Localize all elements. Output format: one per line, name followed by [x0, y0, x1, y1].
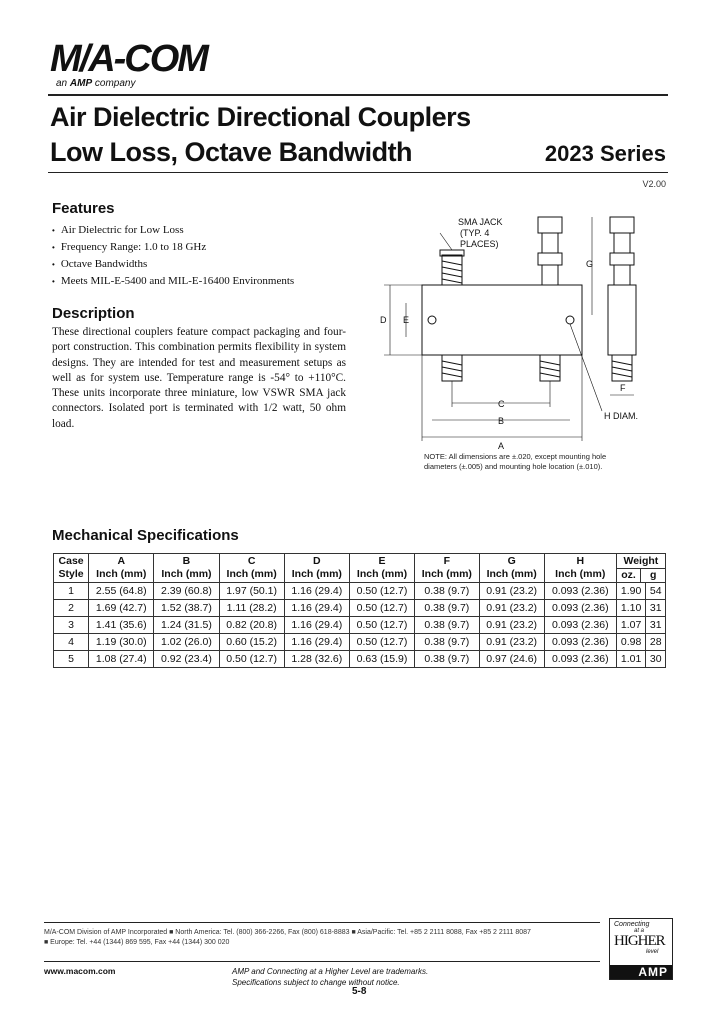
feature-item: • Meets MIL-E-5400 and MIL-E-16400 Environments — [52, 273, 294, 290]
dim-c-label: C — [498, 399, 505, 409]
col-d: D Inch (mm) — [284, 554, 349, 583]
table-cell: 2.55 (64.8) — [89, 583, 154, 600]
table-cell: 2.39 (60.8) — [154, 583, 219, 600]
table-cell: 0.50 (12.7) — [349, 600, 414, 617]
col-a: A Inch (mm) — [89, 554, 154, 583]
mounting-hole-left — [428, 316, 436, 324]
table-cell: 0.63 (15.9) — [349, 651, 414, 668]
sma-jack-bottom-right — [540, 355, 560, 381]
table-cell: 0.50 (12.7) — [349, 617, 414, 634]
feature-item: • Air Dielectric for Low Loss — [52, 222, 294, 239]
table-row — [54, 600, 666, 617]
table-cell: 1.16 (29.4) — [284, 583, 349, 600]
legal-line2: Specifications subject to change without notice. — [232, 978, 400, 987]
macom-logo: M/A-COM — [50, 38, 207, 80]
dim-b-label: B — [498, 416, 505, 426]
badge-level: level — [646, 949, 659, 955]
footer-contacts-line1: M/A-COM Division of AMP Incorporated ■ North America: Tel. (800) 366-2266, Fax (800) 618-8883 ■ Asia/Pacific: Tel. +85 2 2111 8088, Fax +85 2 2111 8087 — [44, 929, 531, 936]
features-heading: Features — [52, 200, 115, 217]
mounting-hole-right — [566, 316, 574, 324]
dim-g-label: G — [586, 259, 594, 269]
sma-jack-top-right — [538, 217, 562, 285]
tagline-prefix: an — [56, 78, 70, 89]
table-cell: 1.16 (29.4) — [284, 634, 349, 651]
col-case: Case Style — [58, 555, 84, 580]
table-cell: 1.16 (29.4) — [284, 617, 349, 634]
table-cell: 0.50 (12.7) — [349, 583, 414, 600]
table-cell: 0.093 (2.36) — [544, 617, 616, 634]
page-title-line1: Air Dielectric Directional Couplers — [50, 102, 471, 132]
tagline-amp: AMP — [69, 78, 93, 89]
col-b: B Inch (mm) — [154, 554, 219, 583]
table-cell: 0.92 (23.4) — [154, 651, 219, 668]
badge-connecting: Connecting — [614, 921, 650, 928]
footer-rule-2 — [44, 961, 600, 962]
badge-at-a: at a — [634, 928, 645, 934]
table-cell: 0.093 (2.36) — [544, 583, 616, 600]
page-number: 5-8 — [352, 986, 367, 997]
description-text: These directional couplers feature compact packaging and four-port construction. This combination permits flexibility in system designs. They are intended for test and measurement setups as well as for system use. Temperature range is -54° to +110°C. These units incorporate three miniature, low VSWR SMA jack connectors. Isolated port is terminated with 1/2 watt, 50 ohm load. — [52, 326, 346, 430]
table-cell: 0.38 (9.7) — [415, 617, 479, 634]
dim-h-label: H DIAM. — [604, 411, 639, 421]
table-row — [54, 634, 666, 651]
legal-text — [232, 966, 428, 988]
table-cell: 1.10 — [616, 600, 646, 617]
mech-heading: Mechanical Specifications — [52, 527, 239, 544]
table-cell: 4 — [54, 634, 89, 651]
badge-higher: HIGHER — [614, 933, 665, 949]
legal-line1: AMP and Connecting at a Higher Level are trademarks. — [232, 967, 429, 976]
col-c: C Inch (mm) — [219, 554, 284, 583]
table-cell: 31 — [646, 617, 666, 634]
dim-d-label: D — [380, 315, 387, 325]
tagline-suffix: company — [92, 78, 136, 89]
table-cell: 5 — [54, 651, 89, 668]
description-heading: Description — [52, 305, 135, 322]
table-cell: 1.16 (29.4) — [284, 600, 349, 617]
table-cell: 1.01 — [616, 651, 646, 668]
table-cell: 1.97 (50.1) — [219, 583, 284, 600]
table-cell: 31 — [646, 600, 666, 617]
sma-jack-top-left — [440, 250, 464, 285]
table-cell: 0.82 (20.8) — [219, 617, 284, 634]
page-title-line2: Low Loss, Octave Bandwidth — [50, 137, 413, 167]
jack-label-line3: PLACES) — [460, 239, 499, 249]
table-cell: 0.093 (2.36) — [544, 634, 616, 651]
table-cell: 1.90 — [616, 583, 646, 600]
website-link[interactable]: www.macom.com — [44, 966, 116, 976]
table-cell: 30 — [646, 651, 666, 668]
side-view — [608, 217, 636, 381]
table-cell: 0.98 — [616, 634, 646, 651]
table-cell: 1.19 (30.0) — [89, 634, 154, 651]
col-e: E Inch (mm) — [349, 554, 414, 583]
col-weight: Weight oz. g — [616, 554, 665, 583]
table-cell: 0.38 (9.7) — [415, 600, 479, 617]
table-cell: 2 — [54, 600, 89, 617]
title-rule — [48, 172, 668, 173]
outline-drawing — [370, 205, 680, 450]
jack-label-line2: (TYP. 4 — [460, 228, 490, 238]
amp-badge — [609, 918, 673, 980]
features-list — [52, 222, 294, 290]
series-label: 2023 Series — [544, 141, 666, 166]
table-cell: 0.91 (23.2) — [479, 583, 544, 600]
table-cell: 0.50 (12.7) — [219, 651, 284, 668]
table-cell: 1.02 (26.0) — [154, 634, 219, 651]
table-cell: 1.11 (28.2) — [219, 600, 284, 617]
jack-label-line1: SMA JACK — [458, 217, 503, 227]
table-cell: 0.38 (9.7) — [415, 651, 479, 668]
table-cell: 1.52 (38.7) — [154, 600, 219, 617]
mech-spec-table — [53, 553, 666, 668]
col-g: G Inch (mm) — [479, 554, 544, 583]
coupler-body — [422, 285, 582, 355]
table-cell: 0.38 (9.7) — [415, 634, 479, 651]
table-cell: 1.07 — [616, 617, 646, 634]
table-cell: 28 — [646, 634, 666, 651]
table-cell: 0.60 (15.2) — [219, 634, 284, 651]
table-cell: 1.28 (32.6) — [284, 651, 349, 668]
table-cell: 54 — [646, 583, 666, 600]
table-cell: 0.97 (24.6) — [479, 651, 544, 668]
table-row — [54, 583, 666, 600]
table-cell: 3 — [54, 617, 89, 634]
table-cell: 1.24 (31.5) — [154, 617, 219, 634]
badge-amp-logo: AMP — [610, 965, 672, 979]
table-cell: 0.38 (9.7) — [415, 583, 479, 600]
sma-jack-bottom-left — [442, 355, 462, 381]
table-cell: 0.50 (12.7) — [349, 634, 414, 651]
table-cell: 0.91 (23.2) — [479, 634, 544, 651]
feature-item: • Frequency Range: 1.0 to 18 GHz — [52, 239, 294, 256]
header-rule — [48, 94, 668, 96]
table-cell: 0.91 (23.2) — [479, 600, 544, 617]
table-cell: 1 — [54, 583, 89, 600]
dim-a-label: A — [498, 441, 505, 450]
table-cell: 0.093 (2.36) — [544, 600, 616, 617]
table-cell: 1.08 (27.4) — [89, 651, 154, 668]
col-f: F Inch (mm) — [415, 554, 479, 583]
table-row — [54, 617, 666, 634]
drawing-note: NOTE: All dimensions are ±.020, except mounting hole diameters (±.005) and mounting hole location (±.010). — [424, 452, 607, 471]
feature-item: • Octave Bandwidths — [52, 256, 294, 273]
table-cell: 1.69 (42.7) — [89, 600, 154, 617]
logo-tagline — [56, 78, 136, 89]
table-cell: 0.91 (23.2) — [479, 617, 544, 634]
version-label: V2.00 — [642, 179, 666, 189]
dim-f-label: F — [620, 383, 626, 393]
dim-e-label: E — [403, 315, 410, 325]
table-header-row — [54, 554, 666, 583]
table-cell: 0.093 (2.36) — [544, 651, 616, 668]
footer-contacts — [44, 928, 531, 948]
footer-contacts-line2: ■ Europe: Tel. +44 (1344) 869 595, Fax +44 (1344) 300 020 — [44, 939, 230, 946]
footer-rule — [44, 922, 600, 923]
table-cell: 1.41 (35.6) — [89, 617, 154, 634]
col-h: H Inch (mm) — [544, 554, 616, 583]
table-row — [54, 651, 666, 668]
